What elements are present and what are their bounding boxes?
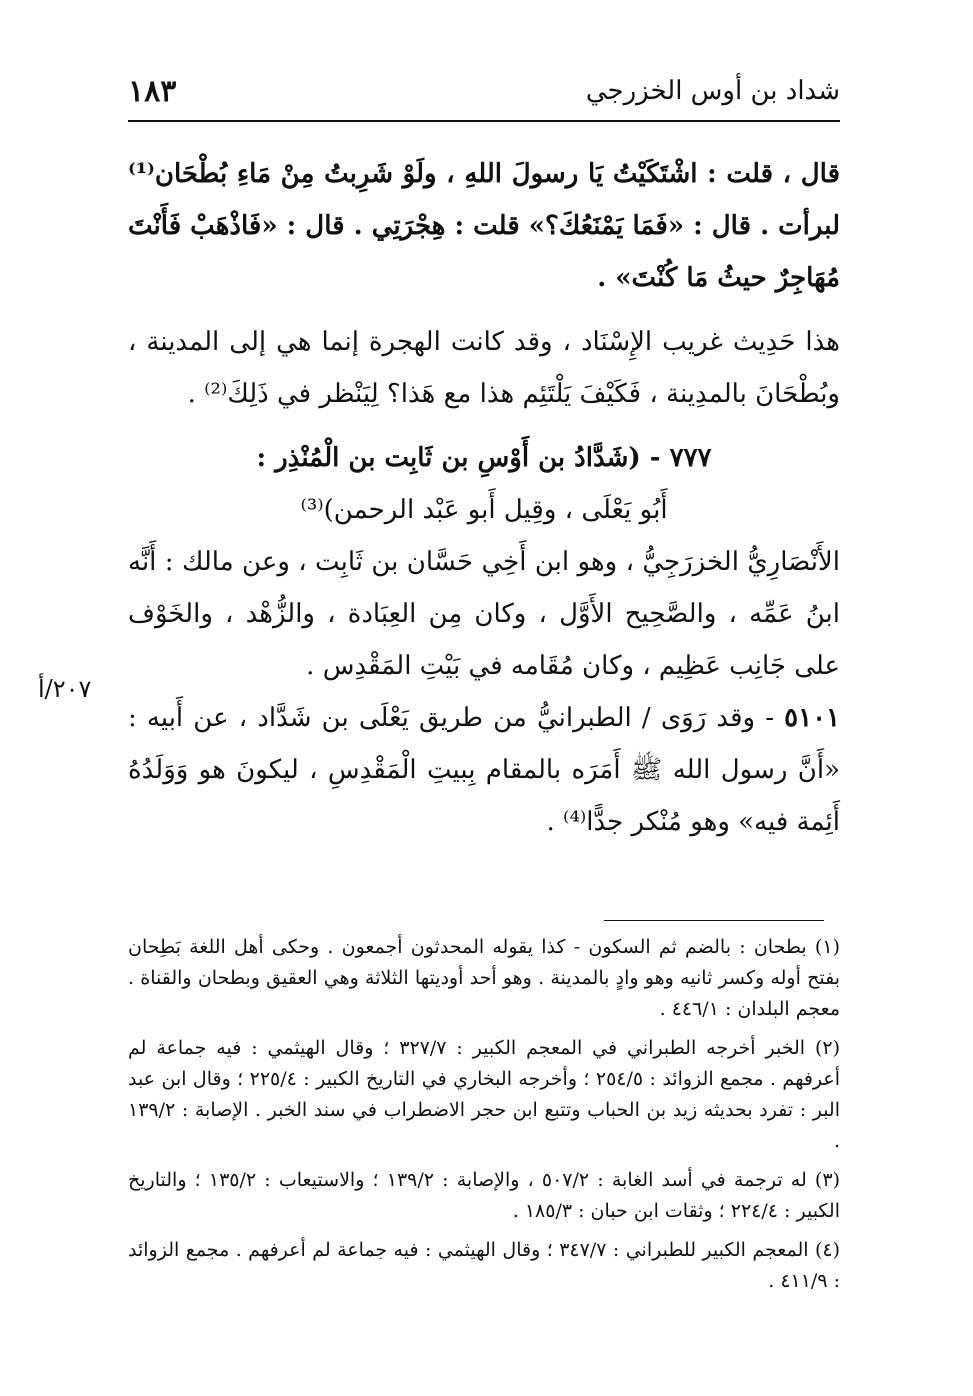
paragraph-hadith-text: قال ، قلت : اشْتَكَيْتُ يَا رسولَ اللهِ ، ولَوْ شَرِبتُ مِنْ مَاءِ بُطْحَان⁽¹⁾ لبرأت . قال : «فَمَا يَمْنَعُكَ؟» قلت : هِجْرَتِي . قال : «فَاذْهَبْ فَأَنْتَ مُهَاجِرٌ حيثُ مَا كُنْتَ» . — [128, 159, 840, 293]
header-rule — [128, 120, 840, 122]
footnote-2: (٢) الخبر أخرجه الطبراني في المعجم الكبير : ٣٢٧/٧ ؛ وقال الهيثمي : فيه جماعة لم أعرفهم . مجمع الزوائد : ٢٥٤/٥ ؛ وأخرجه البخاري في التاريخ الكبير : ٢٢٥/٤ ؛ وقال ابن عبد البر : تفرد بحديثه زيد بن الحباب وتتبع ابن حجر الاضطراب في سند الخبر . الإصابة : ١٣٩/٢ . — [128, 1037, 841, 1152]
narration-text: - وقد رَوَى / الطبرانيُّ من طريق يَعْلَى بن شَدَّاد ، عن أَبيه : «أَنَّ رسول الله ﷺ أَمَرَه بالمقام بِبيتِ الْمَقْدِسِ ، ليكونَ هو وَوَلَدُهُ أَئِمة فيه» وهو مُنْكر جدًّا⁽⁴⁾ . — [128, 703, 840, 837]
page-number: ١٨٣ — [128, 74, 177, 109]
footnotes — [128, 932, 840, 1305]
paragraph-narration — [128, 692, 840, 848]
footnote-4: (٤) المعجم الكبير للطبراني : ٣٤٧/٧ ؛ وقال الهيثمي : فيه جماعة لم أعرفهم . مجمع الزوائد : ٤١١/٩ . — [128, 1239, 841, 1292]
footnote-rule — [604, 920, 824, 921]
running-header — [128, 70, 840, 114]
header-title: شداد بن أوس الخزرجي — [585, 76, 840, 106]
margin-reference: ٢٠٧/أ — [38, 675, 92, 703]
narration-number: ٥١٠١ — [784, 703, 841, 733]
entry-subtitle: أَبُو يَعْلَى ، وقِيل أَبو عَبْد الرحمن)⁽³⁾ — [300, 495, 668, 525]
footnote-1: (١) بطحان : بالضم ثم السكون - كذا يقوله المحدثون أجمعون . وحكى أهل اللغة بَطِحان بفتح أوله وكسر ثانيه وهو وادٍ بالمدينة . وهو أحد أوديتها الثلاثة وهي العقيق وبطحان والقناة . معجم البلدان : ٤٤٦/١ . — [128, 936, 840, 1020]
paragraph-commentary: هذا حَدِيث غريب الإِسْنَاد ، وقد كانت الهجرة إنما هي إلى المدينة ، وبُطْحَانَ بالمدِينة ، فَكَيْفَ يَلْتَئِم هذا مع هَذا؟ لِيَنْظر في ذَلِكَ⁽²⁾ . — [128, 327, 840, 409]
entry-title: ٧٧٧ - (شَدَّادُ بن أَوْسِ بن ثَابِت بن الْمُنْذِر : — [256, 443, 712, 473]
footnote-3: (٣) له ترجمة في أسد الغابة : ٥٠٧/٢ ، والإصابة : ١٣٩/٢ ؛ والاستيعاب : ١٣٥/٢ ؛ والتاريخ الكبير : ٢٢٤/٤ ؛ وثقات ابن حبان : ١٨٥/٣ . — [128, 1169, 840, 1222]
main-text — [128, 148, 840, 848]
paragraph-biography: الأَنْصَارِيُّ الخزرَجِيُّ ، وهو ابن أَخِي حَسَّان بن ثَابِت ، وعن مالك : أَنَّه ابنُ عَمِّه ، والصَّحِيح الأَوَّل ، وكان مِن العِبَادة ، والزُّهْد ، والخَوْف على جَانِب عَظِيم ، وكان مُقَامه في بَيْتِ المَقْدِس . — [128, 547, 840, 681]
